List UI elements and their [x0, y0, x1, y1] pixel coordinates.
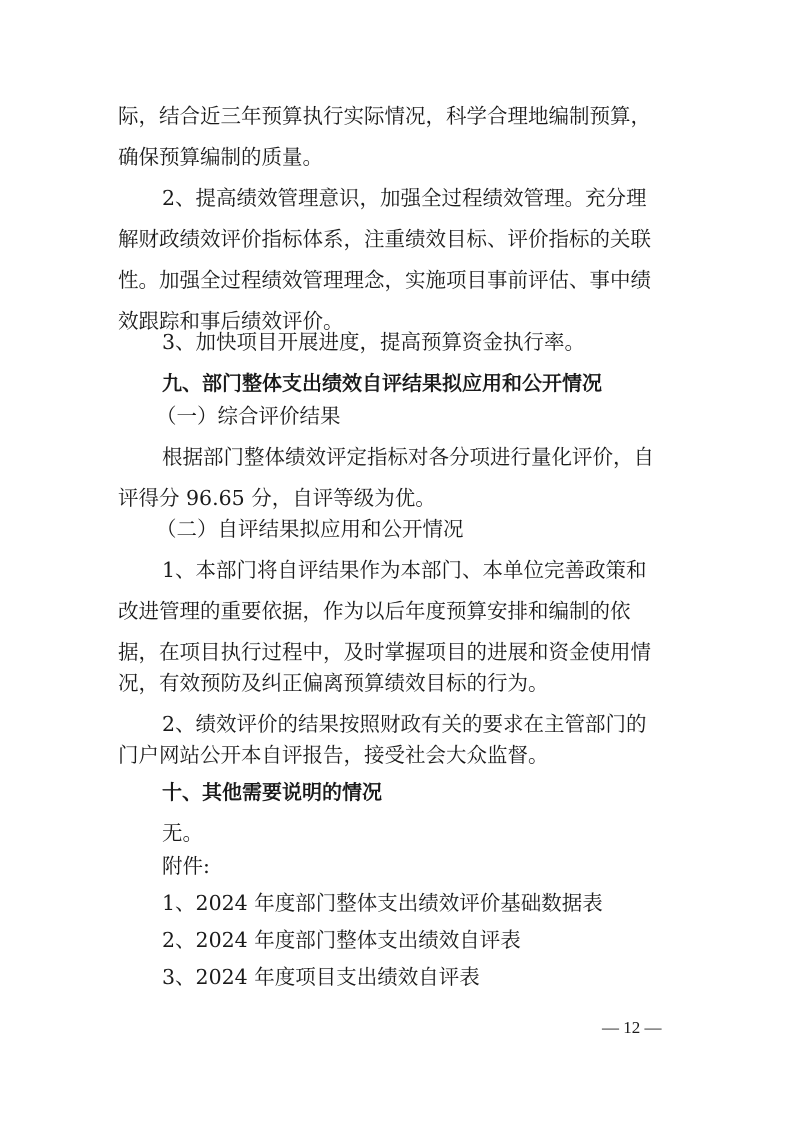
attachment-item: 3、2024 年度项目支出绩效自评表 [162, 965, 480, 989]
attachment-item: 1、2024 年度部门整体支出绩效评价基础数据表 [162, 891, 603, 915]
body-text-line: 效跟踪和事后绩效评价。 [118, 309, 344, 333]
section-heading: 十、其他需要说明的情况 [162, 780, 382, 804]
body-text-line: 1、本部门将自评结果作为本部门、本单位完善政策和 [162, 558, 647, 582]
section-heading: 九、部门整体支出绩效自评结果拟应用和公开情况 [162, 371, 602, 395]
body-text-line: 2、绩效评价的结果按照财政有关的要求在主管部门的 [162, 712, 647, 736]
body-text-line: 确保预算编制的质量。 [118, 145, 323, 169]
attachments-label: 附件: [162, 854, 210, 878]
body-text-line: 2、提高绩效管理意识，加强全过程绩效管理。充分理 [162, 186, 647, 210]
subsection-heading: （二）自评结果拟应用和公开情况 [156, 517, 464, 541]
body-text-line: 据，在项目执行过程中，及时掌握项目的进展和资金使用情 [118, 640, 651, 664]
subsection-heading: （一）综合评价结果 [156, 404, 341, 428]
body-text-line: 3、加快项目开展进度，提高预算资金执行率。 [162, 330, 586, 354]
body-text-line: 性。加强全过程绩效管理理念，实施项目事前评估、事中绩 [118, 268, 651, 292]
body-text-line: 门户网站公开本自评报告，接受社会大众监督。 [118, 743, 549, 767]
body-text-line: 际，结合近三年预算执行实际情况，科学合理地编制预算， [118, 104, 651, 128]
attachment-item: 2、2024 年度部门整体支出绩效自评表 [162, 928, 521, 952]
body-text-line: 况，有效预防及纠正偏离预算绩效目标的行为。 [118, 671, 549, 695]
body-text-line: 改进管理的重要依据，作为以后年度预算安排和编制的依 [118, 599, 631, 623]
body-text-line: 评得分 96.65 分，自评等级为优。 [118, 486, 436, 510]
body-text-line: 无。 [162, 821, 203, 845]
body-text-line: 根据部门整体绩效评定指标对各分项进行量化评价，自 [162, 445, 654, 469]
page-number: — 12 — [602, 1018, 662, 1037]
body-text-line: 解财政绩效评价指标体系，注重绩效目标、评价指标的关联 [118, 227, 651, 251]
